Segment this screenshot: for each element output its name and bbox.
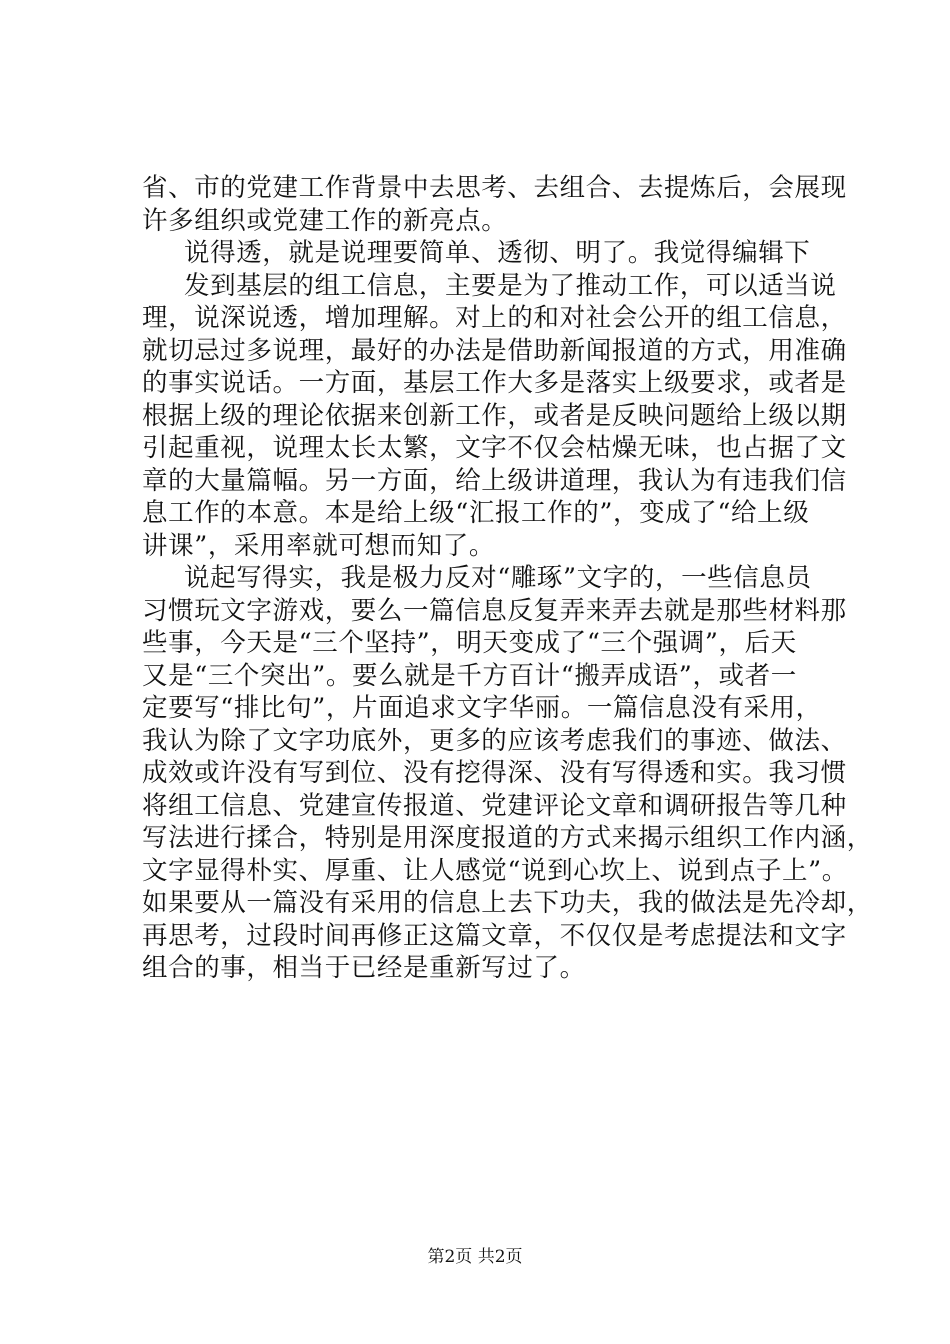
paragraph-start-line: 说起写得实，我是极力反对“雕琢”文字的，一些信息员 [184,563,812,593]
text-line: 习惯玩文字游戏，要么一篇信息反复弄来弄去就是那些材料那 [142,595,847,626]
text-line: 的事实说话。一方面，基层工作大多是落实上级要求，或者是 [142,368,847,398]
text-line: 理，说深说透，增加理解。对上的和对社会公开的组工信息， [142,303,847,333]
text-line: 又是“三个突出”。要么就是千方百计“搬弄成语”，或者一 [142,660,797,691]
text-line: 如果要从一篇没有采用的信息上去下功夫，我的做法是先冷却， [142,888,873,918]
text-line: 文字显得朴实、厚重、让人感觉“说到心坎上、说到点子上”。 [142,855,848,886]
text-line: 省、市的党建工作背景中去思考、去组合、去提炼后，会展现 [142,173,847,203]
text-line: 引起重视，说理太长太繁，文字不仅会枯燥无味，也占据了文 [142,433,847,463]
document-body [142,172,873,985]
paragraph-start-line: 发到基层的组工信息，主要是为了推动工作，可以适当说 [184,270,837,301]
text-line: 章的大量篇幅。另一方面，给上级讲道理，我认为有违我们信 [142,465,847,496]
text-line: 定要写“排比句”，片面追求文字华丽。一篇信息没有采用， [142,693,822,723]
text-line: 讲课”，采用率就可想而知了。 [142,530,495,561]
text-line: 根据上级的理论依据来创新工作，或者是反映问题给上级以期 [142,400,847,431]
text-line: 许多组织或党建工作的新亮点。 [142,205,508,236]
text-line: 成效或许没有写到位、没有挖得深、没有写得透和实。我习惯 [142,758,847,788]
text-line: 将组工信息、党建宣传报道、党建评论文章和调研报告等几种 [142,790,847,821]
text-line: 组合的事，相当于已经是重新写过了。 [142,953,586,983]
page-number-footer: 第2页 共2页 [427,1247,523,1267]
text-line: 再思考，过段时间再修正这篇文章，不仅仅是考虑提法和文字 [142,920,847,951]
text-line: 就切忌过多说理，最好的办法是借助新闻报道的方式，用准确 [142,335,847,366]
text-line: 些事，今天是“三个坚持”，明天变成了“三个强调”，后天 [142,628,797,658]
paragraph-start-line: 说得透，就是说理要简单、透彻、明了。我觉得编辑下 [184,238,811,268]
text-line: 写法进行揉合，特别是用深度报道的方式来揭示组织工作内涵， [142,823,873,853]
text-line: 息工作的本意。本是给上级“汇报工作的”，变成了“给上级 [142,498,810,528]
text-line: 我认为除了文字功底外，更多的应该考虑我们的事迹、做法、 [142,725,847,756]
